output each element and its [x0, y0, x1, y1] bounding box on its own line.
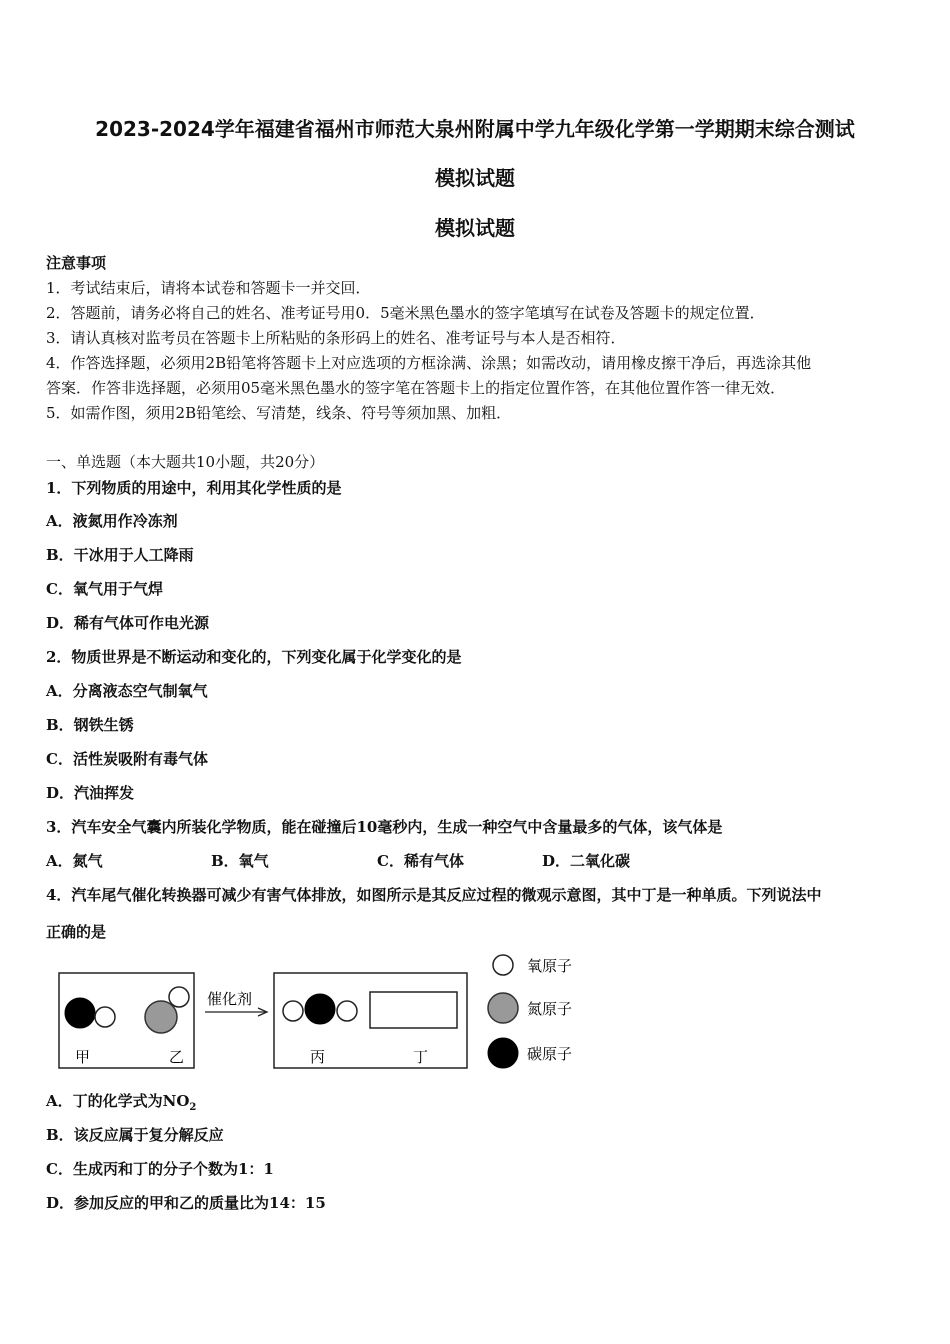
legend-nitrogen: 氮原子: [527, 1000, 573, 1018]
carbon-legend-icon: [488, 1038, 518, 1068]
oxygen-atom-icon: [283, 1001, 303, 1021]
oxygen-atom-icon: [337, 1001, 357, 1021]
question-2-stem: 2．物质世界是不断运动和变化的，下列变化属于化学变化的是: [46, 648, 462, 666]
notice-item: 2．答题前，请务必将自己的姓名、准考证号用0．5毫米黑色墨水的签字笔填写在试卷及答题卡的规定位置．: [46, 304, 765, 322]
legend-carbon: 碳原子: [527, 1045, 573, 1063]
exam-title-line1: 2023-2024学年福建省福州市师范大泉州附属中学九年级化学第一学期期末综合测试: [95, 117, 855, 141]
question-2-option-c: C．活性炭吸附有毒气体: [46, 750, 208, 768]
question-3-option-a: A．氮气: [46, 852, 103, 870]
carbon-atom-icon: [65, 998, 95, 1028]
question-4-option-b: B．该反应属于复分解反应: [46, 1126, 224, 1144]
oxygen-legend-icon: [493, 955, 513, 975]
question-3-option-b: B．氧气: [211, 852, 269, 870]
notice-item: 3．请认真核对监考员在答题卡上所粘贴的条形码上的姓名、准考证号与本人是否相符．: [46, 329, 626, 347]
question-1-stem: 1．下列物质的用途中，利用其化学性质的是: [46, 479, 342, 497]
notice-item: 5．如需作图，须用2B铅笔绘、写清楚，线条、符号等须加黑、加粗．: [46, 404, 512, 422]
question-3-option-c: C．稀有气体: [377, 852, 464, 870]
question-3-option-d: D．二氧化碳: [542, 852, 631, 870]
oxygen-atom-icon: [95, 1007, 115, 1027]
label-ding: 丁: [413, 1048, 429, 1066]
carbon-atom-icon: [305, 994, 335, 1024]
label-jia: 甲: [75, 1048, 91, 1066]
product-ding-box: [370, 992, 457, 1028]
question-4-stem: 4．汽车尾气催化转换器可减少有害气体排放，如图所示是其反应过程的微观示意图，其中丁是一种单质。下列说法中: [46, 886, 822, 904]
question-3-stem: 3．汽车安全气囊内所装化学物质，能在碰撞后10毫秒内，生成一种空气中含量最多的气体，该气体是: [46, 818, 723, 836]
option-a-text: A．丁的化学式为NO: [46, 1092, 190, 1110]
question-1-option-c: C．氧气用于气焊: [46, 580, 163, 598]
arrow-label: 催化剂: [207, 990, 253, 1008]
question-1-option-b: B．干冰用于人工降雨: [46, 546, 194, 564]
question-1-option-a: A．液氮用作冷冻剂: [46, 512, 178, 530]
exam-title-line3: 模拟试题: [435, 216, 515, 240]
question-2-option-b: B．钢铁生锈: [46, 716, 134, 734]
notice-item: 4．作答选择题，必须用2B铅笔将答题卡上对应选项的方框涂满、涂黑；如需改动，请用橡皮擦干净后，再选涂其他: [46, 354, 812, 372]
notice-heading: 注意事项: [46, 254, 107, 272]
label-yi: 乙: [169, 1048, 185, 1066]
notice-item: 1．考试结束后，请将本试卷和答题卡一并交回．: [46, 279, 371, 297]
question-4-option-d: D．参加反应的甲和乙的质量比为14：15: [46, 1194, 326, 1212]
nitrogen-legend-icon: [488, 993, 518, 1023]
question-4-option-c: C．生成丙和丁的分子个数为1：1: [46, 1160, 274, 1178]
option-a-subscript: 2: [189, 1102, 197, 1113]
question-4-stem-continued: 正确的是: [46, 923, 107, 941]
section-title: 一、单选题（本大题共10小题，共20分）: [46, 453, 325, 471]
reaction-diagram: [55, 950, 595, 1075]
label-bing: 丙: [310, 1048, 326, 1066]
question-4-option-a: [46, 1090, 196, 1113]
oxygen-atom-icon: [169, 987, 189, 1007]
question-2-option-a: A．分离液态空气制氧气: [46, 682, 208, 700]
question-1-option-d: D．稀有气体可作电光源: [46, 614, 210, 632]
exam-title-line2: 模拟试题: [435, 166, 515, 190]
legend-oxygen: 氧原子: [527, 957, 573, 975]
question-2-option-d: D．汽油挥发: [46, 784, 135, 802]
nitrogen-atom-icon: [145, 1001, 177, 1033]
notice-item: 答案．作答非选择题，必须用05毫米黑色墨水的签字笔在答题卡上的指定位置作答，在其他位置作答一律无效．: [46, 379, 786, 397]
